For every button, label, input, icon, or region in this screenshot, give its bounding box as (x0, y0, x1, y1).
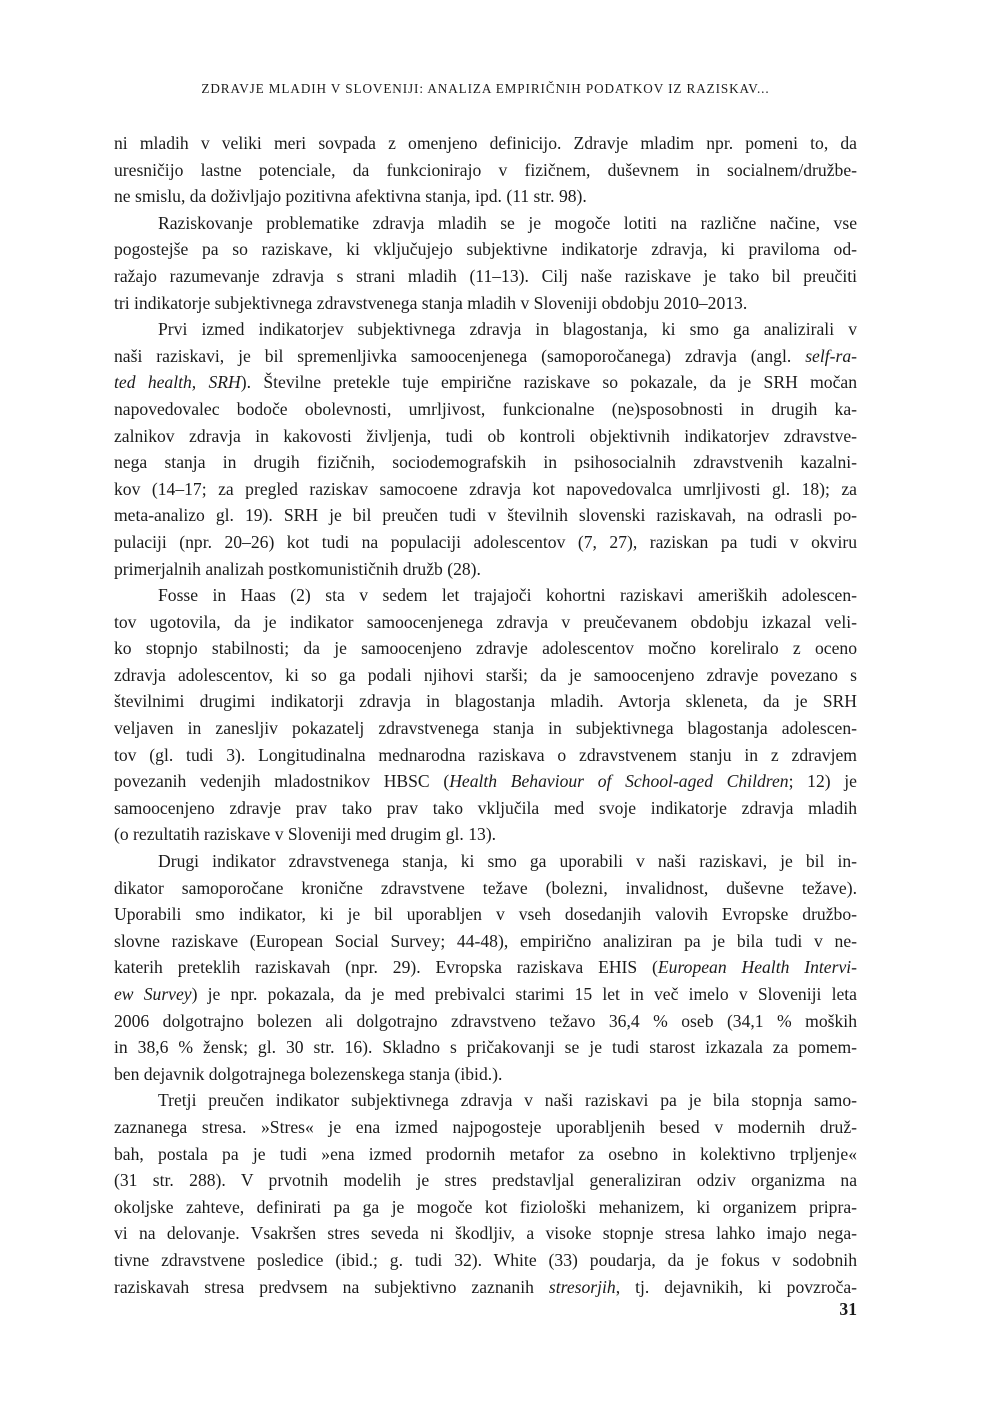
body-text (114, 130, 857, 1300)
text-line: veljaven in zanesljiv pokazatelj zdravstvenega stanja in subjektivnega blagostanja adolescen- (114, 718, 857, 739)
text-line: povezanih vedenjih mladostnikov HBSC (Health Behaviour of School-aged Children; 12) je (114, 771, 857, 792)
text-line: (o rezultatih raziskave v Sloveniji med drugim gl. 13). (114, 824, 497, 845)
text-line: uresničijo lastne potenciale, da funkcionirajo v fizičnem, duševnem in socialnem/družbe- (114, 159, 857, 180)
text-line: Fosse in Haas (2) sta v sedem let trajajoči kohortni raziskavi ameriških adolescen- (158, 585, 857, 606)
running-head: ZDRAVJE MLADIH V SLOVENIJI: ANALIZA EMPIRIČNIH PODATKOV IZ RAZISKAV... (201, 81, 770, 96)
text-line: Drugi indikator zdravstvenega stanja, ki smo ga uporabili v naši raziskavi, je bil in- (158, 851, 857, 872)
text-line: napovedovalec bodoče obolevnosti, umrljivost, funkcionalne (ne)sposobnosti in drugih ka- (114, 398, 857, 419)
text-line: in 38,6 % žensk; gl. 30 str. 16). Skladno s pričakovanji se je tudi starost izkazala za pomem- (114, 1037, 857, 1058)
text-line: vi na delovanje. Vsakršen stres seveda ni škodljiv, a visoke stopnje stresa lahko imajo nega- (114, 1223, 857, 1244)
text-line: meta-analizo gl. 19). SRH je bil preučen tudi v številnih slovenski raziskavah, na odrasli po- (114, 505, 857, 526)
text-line: ko stopnjo stabilnosti; da je samoocenjeno zdravje adolescentov močno koreliralo z oceno (114, 638, 857, 659)
text-line: Uporabili smo indikator, ki je bil uporabljen v vseh dosedanjih valovih Evropske družbo- (114, 904, 857, 925)
text-line: ražajo razumevanje zdravja s strani mladih (11–13). Cilj naše raziskave je tako bil preučiti (114, 265, 857, 286)
text-line: zalnikov zdravja in kakovosti življenja, tudi ob kontroli objektivnih indikatorjev zdravstve- (114, 425, 857, 446)
text-line: tov (gl. tudi 3). Longitudinalna mednarodna raziskava o zdravstvenem stanju in z zdravjem (114, 744, 857, 765)
text-line: primerjalnih analizah postkomunističnih družb (28). (114, 558, 481, 579)
text-line: slovne raziskave (European Social Survey; 44-48), empirično analiziran pa je bila tudi v ne- (114, 930, 857, 951)
text-line: pogostejše pa so raziskave, ki vključujejo subjektivne indikatorje zdravja, ki praviloma od- (114, 239, 857, 260)
text-line: 2006 dolgotrajno bolezen ali dolgotrajno zdravstveno težavo 36,4 % oseb (34,1 % moških (114, 1010, 857, 1031)
text-line: pulaciji (npr. 20–26) kot tudi na populaciji adolescentov (7, 27), raziskan pa tudi v okviru (114, 531, 857, 552)
text-line: Prvi izmed indikatorjev subjektivnega zdravja in blagostanja, ki smo ga analizirali v (158, 319, 857, 340)
text-line: zaznanega stresa. »Stres« je ena izmed najpogosteje uporabljenih besed v modernih druž- (114, 1116, 857, 1137)
text-line: nega stanja in drugih fizičnih, sociodemografskih in psihosocialnih zdravstvenih kazalni- (114, 452, 857, 473)
text-line: kov (14–17; za pregled raziskav samocoene zdravja kot napovedovalca umrljivosti gl. 18); za (114, 478, 857, 499)
text-line: ni mladih v veliki meri sovpada z omenjeno definicijo. Zdravje mladim npr. pomeni to, da (114, 133, 857, 153)
page-number: 31 (839, 1299, 857, 1319)
text-line: ne smislu, da doživljajo pozitivna afektivna stanja, ipd. (11 str. 98). (114, 186, 587, 207)
text-line: samoocenjeno zdravje prav tako prav tako vključila med svoje indikatorje zdravja mladih (114, 797, 857, 818)
text-line: (31 str. 288). V prvotnih modelih je stres predstavljal generaliziran odziv organizma na (114, 1170, 857, 1191)
text-line: tivne zdravstvene posledice (ibid.; g. tudi 32). White (33) poudarja, da je fokus v sodobnih (114, 1249, 857, 1270)
text-line: bah, postala pa je tudi »ena izmed prodornih metafor za osebno in kolektivno trpljenje« (114, 1143, 857, 1164)
text-line: ben dejavnik dolgotrajnega bolezenskega stanja (ibid.). (114, 1063, 503, 1084)
text-line: tov ugotovila, da je indikator samoocenjenega zdravja v preučevanem obdobju izkazal veli- (114, 611, 857, 632)
text-line: številnimi drugimi indikatorji zdravja in blagostanja mladih. Avtorja skleneta, da je SRH (114, 691, 857, 712)
text-line: naši raziskavi, je bil spremenljivka samoocenjenega (samoporočanega) zdravja (angl. self-ra- (114, 345, 857, 366)
text-line: dikator samoporočane kronične zdravstvene težave (bolezni, invalidnost, duševne težave). (114, 877, 857, 898)
text-line: ted health, SRH). Številne pretekle tuje empirične raziskave so pokazale, da je SRH močan (114, 372, 857, 393)
text-line: katerih preteklih raziskavah (npr. 29). Evropska raziskava EHIS (European Health Intervi- (114, 957, 857, 978)
text-line: okoljske zahteve, definirati pa ga je mogoče kot fiziološki mehanizem, ki organizem pripra- (114, 1196, 857, 1217)
text-line: tri indikatorje subjektivnega zdravstvenega stanja mladih v Sloveniji obdobju 2010–2013. (114, 292, 748, 313)
text-line: Tretji preučen indikator subjektivnega zdravja v naši raziskavi pa je bila stopnja samo- (158, 1090, 857, 1111)
text-line: raziskavah stresa predvsem na subjektivno zaznanih stresorjih, tj. dejavnikih, ki povzroča- (114, 1276, 857, 1297)
text-line: Raziskovanje problematike zdravja mladih se je mogoče lotiti na različne načine, vse (158, 212, 857, 233)
text-line: zdravja adolescentov, ki so ga podali njihovi starši; da je samoocenjeno zdravje povezano s (114, 664, 857, 685)
text-line: ew Survey) je npr. pokazala, da je med prebivalci starimi 15 let in več imelo v Sloveniji leta (114, 984, 857, 1004)
